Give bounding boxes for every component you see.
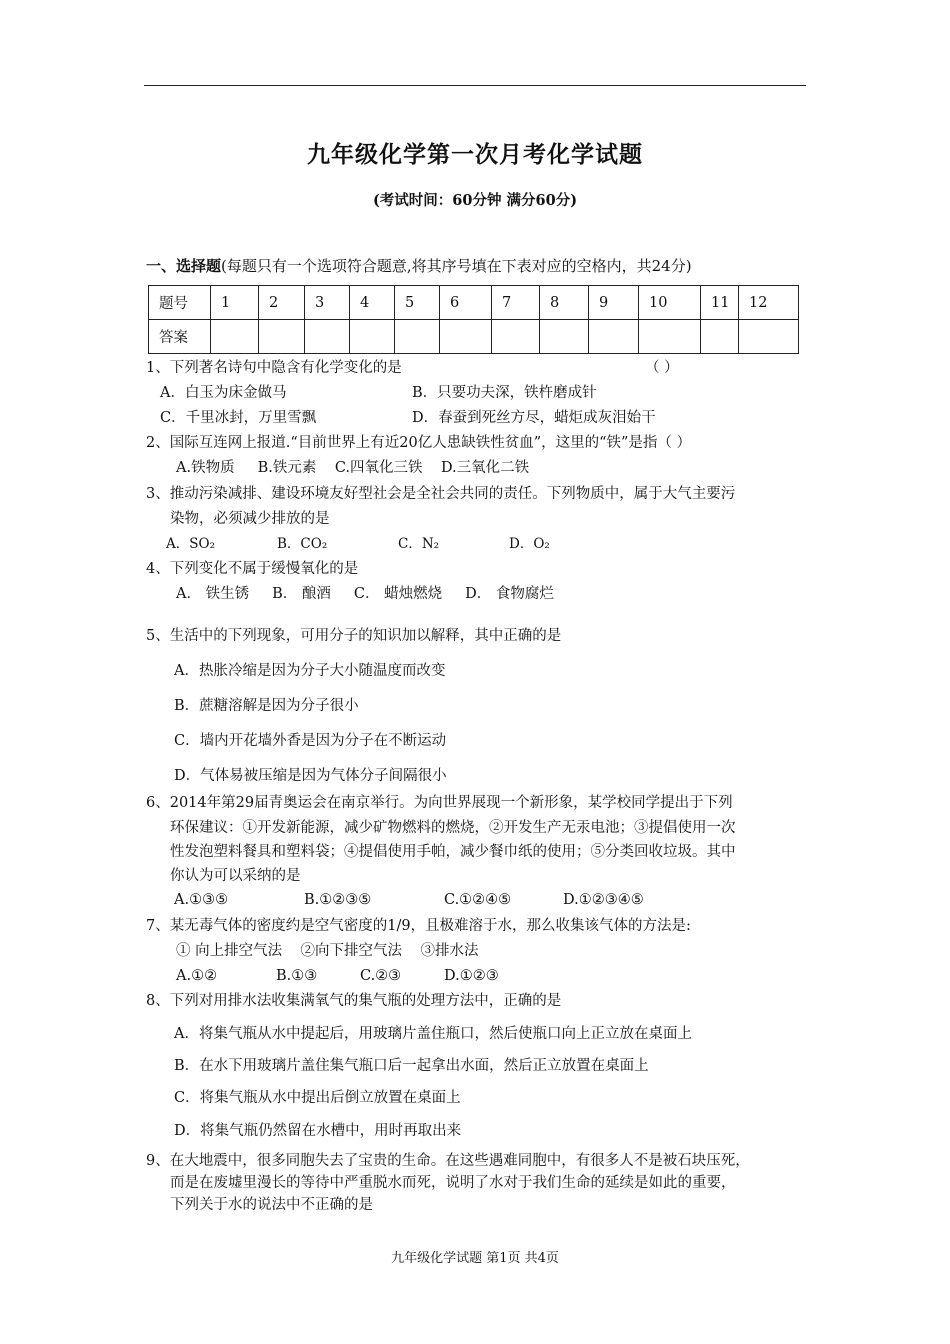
question-7-option-d: D.①②③ [444,968,499,984]
question-4-options: A． 铁生锈 B． 酿酒 C． 蜡烛燃烧 D． 食物腐烂 [176,586,554,602]
question-7-methods: ① 向上排空气法 ②向下排空气法 ③排水法 [176,943,479,959]
question-number: 12 [739,286,799,320]
answer-cell[interactable] [540,320,589,354]
question-1-option-b: B．只要功夫深，铁杵磨成针 [412,385,597,401]
answer-cell[interactable] [350,320,395,354]
answer-cell[interactable] [395,320,440,354]
question-9-stem-line3: 下列关于水的说法中不正确的是 [170,1197,373,1213]
question-8-option-b: B．在水下用玻璃片盖住集气瓶口后一起拿出水面，然后正立放置在桌面上 [174,1058,649,1074]
section-heading [146,255,692,276]
row-label: 答案 [149,320,211,354]
question-3-option-b: B．CO₂ [277,536,328,552]
question-number: 2 [259,286,305,320]
question-6-option-d: D.①②③④⑤ [563,892,644,908]
answer-cell[interactable] [639,320,701,354]
section-instruction: (每题只有一个选项符合题意,将其序号填在下表对应的空格内，共24分) [221,257,692,275]
question-5-option-c: C．墙内开花墙外香是因为分子在不断运动 [174,733,447,749]
question-6-option-a: A.①③⑤ [174,892,229,908]
page-footer: 九年级化学试题 第1页 共4页 [391,1251,559,1266]
question-number: 7 [492,286,540,320]
question-number: 6 [440,286,492,320]
answer-cell[interactable] [211,320,259,354]
question-7-option-a: A.①② [176,968,218,984]
question-6-option-b: B.①②③⑤ [304,892,372,908]
question-number: 3 [305,286,350,320]
question-8-option-c: C．将集气瓶从水中提出后倒立放置在桌面上 [174,1090,461,1106]
exam-info: (考试时间：60分钟 满分60分) [372,192,578,209]
page-title: 九年级化学第一次月考化学试题 [307,141,643,168]
question-6-stem-line4: 你认为可以采纳的是 [170,868,301,884]
question-8-option-d: D．将集气瓶仍然留在水槽中，用时再取出来 [174,1123,462,1139]
section-title: 一、选择题 [146,257,222,275]
question-2-stem: 2、国际互连网上报道.“目前世界上有近20亿人患缺铁性贫血”，这里的“铁”是指（ ） [146,435,692,451]
question-8-stem: 8、下列对用排水法收集满氧气的集气瓶的处理方法中，正确的是 [146,993,562,1009]
question-3-stem-line1: 3、推动污染减排、建设环境友好型社会是全社会共同的责任。下列物质中，属于大气主要污 [146,486,736,502]
answer-cell[interactable] [305,320,350,354]
header-rule [144,85,806,86]
answer-row [149,320,799,354]
question-3-option-c: C．N₂ [398,536,440,552]
question-4-stem: 4、下列变化不属于缓慢氧化的是 [146,561,359,577]
answer-cell[interactable] [259,320,305,354]
question-number: 5 [395,286,440,320]
question-5-stem: 5、生活中的下列现象，可用分子的知识加以解释，其中正确的是 [146,628,562,644]
answer-cell[interactable] [440,320,492,354]
row-label: 题号 [149,286,211,320]
answer-cell[interactable] [492,320,540,354]
question-7-stem: 7、某无毒气体的密度约是空气密度的1/9，且极难溶于水，那么收集该气体的方法是: [146,918,691,934]
question-1-option-a: A．白玉为床金做马 [160,385,287,401]
answer-cell[interactable] [701,320,739,354]
question-number-row [149,286,799,320]
question-1-option-d: D．春蚕到死丝方尽，蜡炬成灰泪始干 [412,410,656,426]
question-1-stem: 1、下列著名诗句中隐含有化学变化的是 [146,360,402,376]
question-5-option-a: A．热胀冷缩是因为分子大小随温度而改变 [174,663,446,679]
question-number: 4 [350,286,395,320]
question-7-option-c: C.②③ [360,968,402,984]
question-7-option-b: B.①③ [276,968,318,984]
answer-table [148,285,799,354]
answer-cell[interactable] [589,320,639,354]
question-number: 8 [540,286,589,320]
question-2-options: A.铁物质 B.铁元素 C.四氧化三铁 D.三氧化二铁 [176,460,530,476]
question-6-stem-line1: 6、2014年第29届青奥运会在南京举行。为向世界展现一个新形象，某学校同学提出于下列 [146,795,733,811]
question-3-option-a: A．SO₂ [166,536,215,552]
question-6-stem-line2: 环保建议：①开发新能源，减少矿物燃料的燃烧，②开发生产无汞电池；③提倡使用一次 [170,820,736,836]
question-3-stem-line2: 染物，必须减少排放的是 [170,511,330,527]
question-5-option-b: B．蔗糖溶解是因为分子很小 [174,698,359,714]
question-number: 9 [589,286,639,320]
question-number: 1 [211,286,259,320]
question-6-option-c: C.①②④⑤ [444,892,512,908]
question-3-option-d: D．O₂ [509,536,550,552]
question-number: 10 [639,286,701,320]
question-1-bracket: （ ） [645,360,679,376]
question-6-stem-line3: 性发泡塑料餐具和塑料袋；④提倡使用手帕，减少餐巾纸的使用；⑤分类回收垃圾。其中 [170,844,736,860]
answer-cell[interactable] [739,320,799,354]
question-5-option-d: D．气体易被压缩是因为气体分子间隔很小 [174,768,447,784]
question-number: 11 [701,286,739,320]
question-1-option-c: C．千里冰封，万里雪飘 [160,410,317,426]
question-9-stem-line2: 而是在废墟里漫长的等待中严重脱水而死，说明了水对于我们生命的延续是如此的重要， [170,1175,736,1191]
question-8-option-a: A．将集气瓶从水中提起后，用玻璃片盖住瓶口，然后使瓶口向上正立放在桌面上 [174,1026,692,1042]
question-9-stem-line1: 9、在大地震中，很多同胞失去了宝贵的生命。在这些遇难同胞中，有很多人不是被石块压死， [146,1153,750,1169]
